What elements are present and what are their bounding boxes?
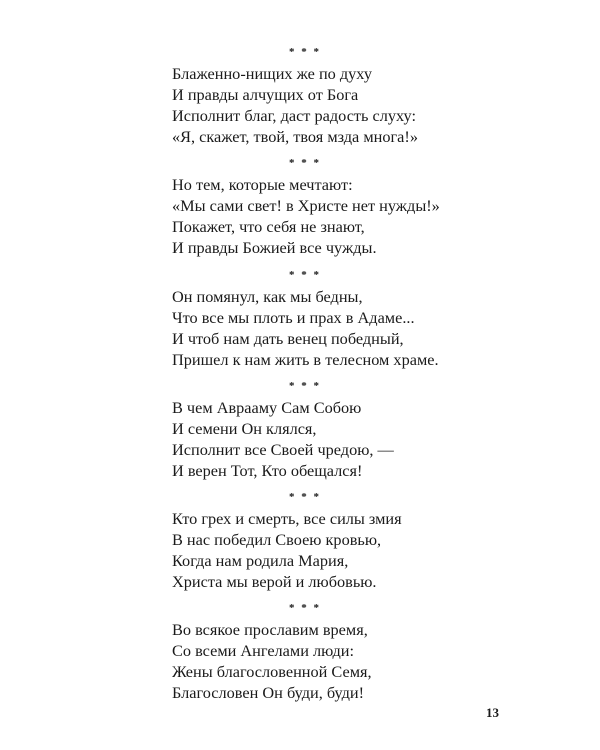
stanza-separator: * * * xyxy=(289,157,321,170)
verse-line: Исполнит все Своей чредою, — xyxy=(172,439,394,459)
verse-line: И семени Он клялся, xyxy=(172,418,317,438)
verse-line: «Я, скажет, твой, твоя мзда многа!» xyxy=(172,127,418,146)
verse-line: Исполнит благ, даст радость слуху: xyxy=(172,106,416,125)
verse-line: И правды алчущих от Бога xyxy=(172,85,359,104)
poem xyxy=(172,41,492,709)
verse-line: В нас победил Своею кровью, xyxy=(172,530,382,550)
verse-line: Христа мы верой и любовью. xyxy=(172,572,377,592)
stanza-separator: * * * xyxy=(289,268,321,281)
stanza-separator: * * * xyxy=(289,602,321,615)
stanza-separator: * * * xyxy=(289,379,321,392)
verse-line: И верен Тот, Кто обещался! xyxy=(172,460,363,480)
verse-line: Он помянул, как мы бедны, xyxy=(172,286,363,306)
verse-line: «Мы сами свет! в Христе нет нужды!» xyxy=(172,196,440,216)
verse-line: Блаженно-нищих же по духу xyxy=(172,64,372,83)
verse-line: Со всеми Ангелами люди: xyxy=(172,641,354,661)
stanza xyxy=(172,41,492,152)
verse-line: Что все мы плоть и прах в Адаме... xyxy=(172,307,415,327)
verse-line: Но тем, которые мечтают: xyxy=(172,175,353,195)
stanza xyxy=(172,264,492,375)
verse-line: Во всякое прославим время, xyxy=(172,620,368,640)
verse-line: Кто грех и смерть, все силы змия xyxy=(172,509,402,529)
stanza-separator: * * * xyxy=(289,46,321,58)
stanza-separator: * * * xyxy=(289,491,321,504)
stanza xyxy=(172,597,492,708)
stanza xyxy=(172,152,492,263)
verse-line: Когда нам родила Мария, xyxy=(172,551,349,571)
page-number: 13 xyxy=(486,705,499,720)
verse-line: Благословен Он буди, буди! xyxy=(172,683,365,703)
verse-line: И правды Божией все чужды. xyxy=(172,238,377,258)
verse-line: В чем Аврааму Сам Собою xyxy=(172,397,362,417)
verse-line: Пришел к нам жить в телесном храме. xyxy=(172,349,439,369)
stanza xyxy=(172,486,492,597)
verse-line: Жены благословенной Семя, xyxy=(172,662,372,682)
verse-line: Покажет, что себя не знают, xyxy=(172,217,365,237)
stanza xyxy=(172,375,492,486)
verse-line: И чтоб нам дать венец победный, xyxy=(172,328,404,348)
